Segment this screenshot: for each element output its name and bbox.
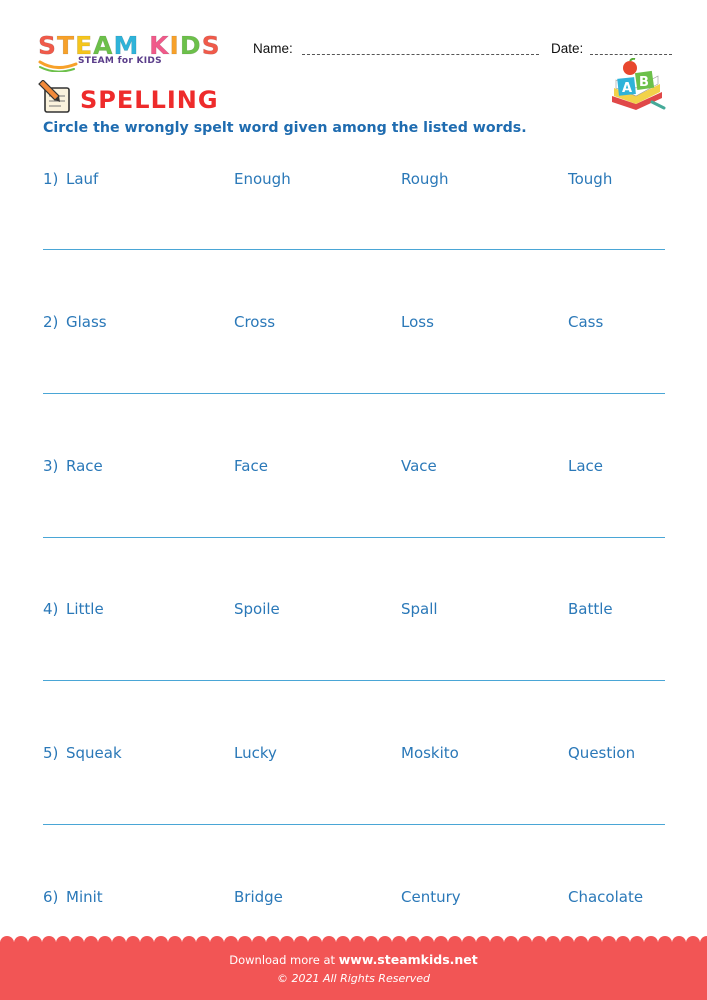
word-option[interactable]: Lauf — [66, 170, 99, 188]
footer-scallop-edge — [0, 936, 707, 944]
word-option[interactable]: Little — [66, 600, 104, 618]
logo-letter: E — [75, 31, 94, 60]
word-option[interactable]: Bridge — [234, 888, 283, 906]
word-option[interactable]: Enough — [234, 170, 291, 188]
logo-letter: K — [149, 31, 170, 60]
row-number: 4) — [43, 600, 59, 618]
word-option[interactable]: Face — [234, 457, 268, 475]
word-option[interactable]: Spall — [401, 600, 438, 618]
steam-kids-logo — [38, 32, 238, 72]
word-option[interactable]: Lace — [568, 457, 604, 475]
instruction-text: Circle the wrongly spelt word given among the listed words. — [43, 120, 527, 136]
logo-subtitle: STEAM for KIDS — [78, 56, 162, 66]
footer-download-prefix: Download more at — [229, 953, 336, 967]
word-option[interactable]: Race — [66, 457, 103, 475]
word-option[interactable]: Question — [568, 744, 636, 762]
word-row — [0, 457, 707, 487]
word-option[interactable]: Cass — [568, 313, 604, 331]
date-field[interactable] — [590, 54, 672, 55]
word-option[interactable]: Tough — [568, 170, 613, 188]
footer — [0, 942, 707, 1000]
footer-site-link[interactable]: www.steamkids.net — [338, 952, 478, 967]
logo-letter: I — [169, 31, 180, 60]
word-option[interactable]: Cross — [234, 313, 276, 331]
word-row — [0, 313, 707, 343]
row-number: 2) — [43, 313, 59, 331]
word-row — [0, 600, 707, 630]
footer-download-line — [0, 952, 707, 967]
footer-copyright: © 2021 All Rights Reserved — [276, 972, 430, 985]
logo-letter: S — [201, 31, 221, 60]
logo-letter: A — [93, 31, 114, 60]
logo-letter: D — [179, 31, 202, 60]
date-label: Date: — [551, 41, 584, 56]
pencil-paper-icon — [37, 80, 73, 114]
logo-letter: M — [113, 31, 140, 60]
name-field[interactable] — [302, 54, 539, 55]
word-row — [0, 888, 707, 918]
row-number: 1) — [43, 170, 59, 188]
word-option[interactable]: Lucky — [234, 744, 277, 762]
answer-rule — [43, 393, 665, 394]
word-option[interactable]: Minit — [66, 888, 103, 906]
logo-letter: T — [57, 31, 76, 60]
abc-book-apple-icon — [608, 58, 666, 114]
row-number: 3) — [43, 457, 59, 475]
answer-rule — [43, 537, 665, 538]
word-option[interactable]: Spoile — [234, 600, 280, 618]
row-number: 6) — [43, 888, 59, 906]
word-row — [0, 170, 707, 200]
word-option[interactable]: Vace — [401, 457, 437, 475]
word-option[interactable]: Century — [401, 888, 461, 906]
name-label: Name: — [253, 41, 293, 56]
answer-rule — [43, 249, 665, 250]
logo-letter: S — [38, 31, 58, 60]
page-title: SPELLING — [80, 86, 219, 114]
row-number: 5) — [43, 744, 59, 762]
svg-text:B: B — [639, 75, 649, 90]
word-option[interactable]: Loss — [401, 313, 434, 331]
answer-rule — [43, 680, 665, 681]
word-row — [0, 744, 707, 774]
word-option[interactable]: Squeak — [66, 744, 122, 762]
svg-text:A: A — [622, 81, 633, 96]
word-option[interactable]: Glass — [66, 313, 107, 331]
word-option[interactable]: Moskito — [401, 744, 459, 762]
word-option[interactable]: Rough — [401, 170, 449, 188]
word-option[interactable]: Battle — [568, 600, 613, 618]
answer-rule — [43, 824, 665, 825]
word-option[interactable]: Chacolate — [568, 888, 644, 906]
logo-swoosh-icon — [38, 58, 78, 72]
